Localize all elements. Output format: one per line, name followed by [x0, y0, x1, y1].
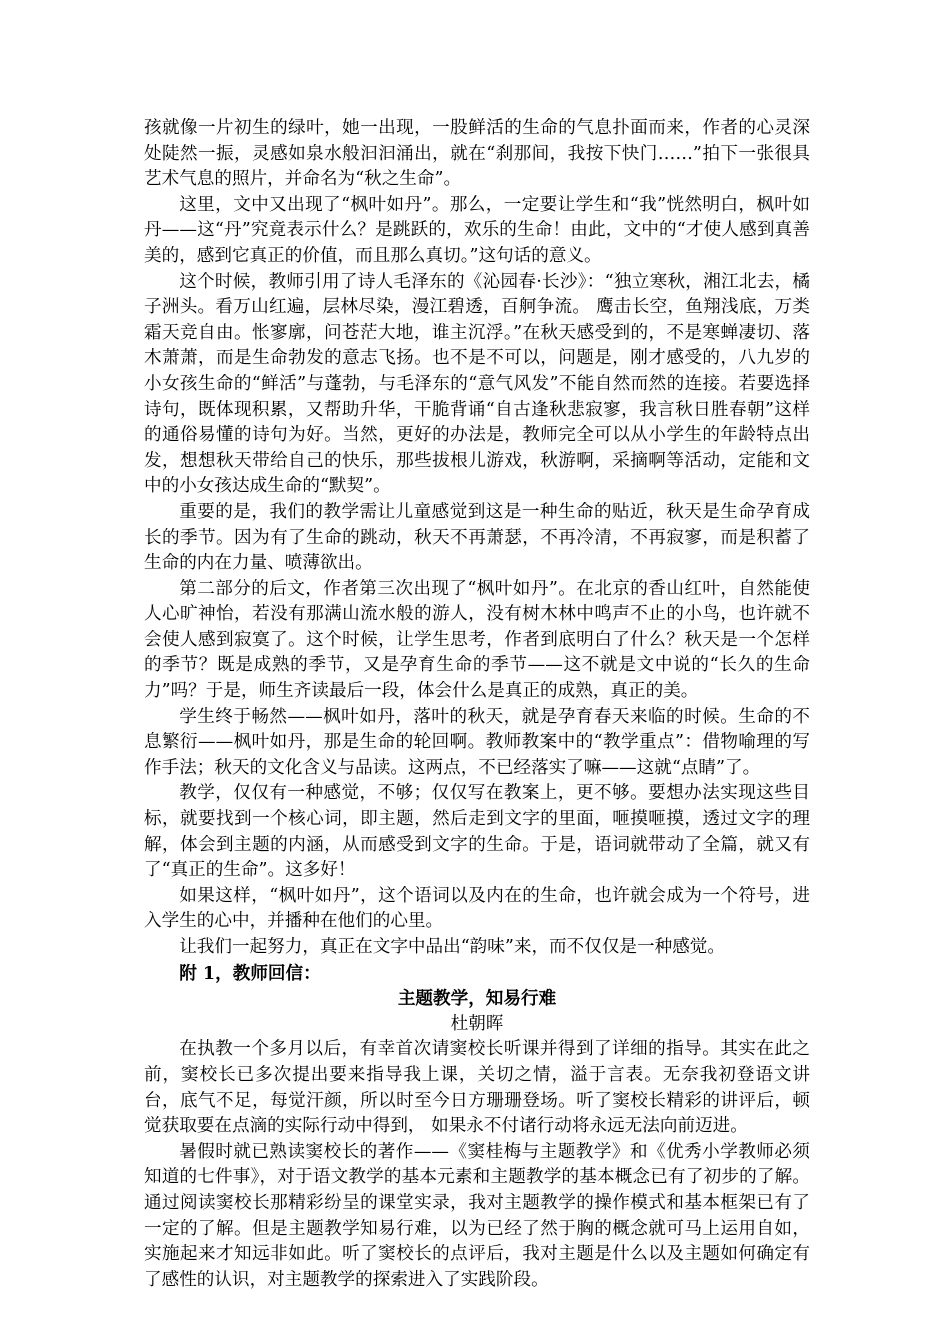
paragraph-7: 教学，仅仅有一种感觉，不够；仅仅写在教案上，更不够。要想办法实现这些目标，就要找到一个核心词，即主题，然后走到文字的里面，咂摸咂摸，透过文字的理解，体会到主题的内涵，从而感受到文字的生命。于是，语词就带动了全篇，就又有了“真正的生命”。这多好！ — [144, 783, 810, 881]
paragraph-1: 孩就像一片初生的绿叶，她一出现，一股鲜活的生命的气息扑面而来，作者的心灵深处陡然一振，灵感如泉水般汩汩涌出，就在“刹那间，我按下快门……”拍下一张很具艺术气息的照片，并命名为“秋之生命”。 — [144, 118, 810, 190]
paragraph-8: 如果这样，“枫叶如丹”，这个语词以及内在的生命，也许就会成为一个符号，进入学生的心中，并播种在他们的心里。 — [144, 885, 810, 932]
paragraph-3: 这个时候，教师引用了诗人毛泽东的《沁园春·长沙》：“独立寒秋，湘江北去，橘子洲头。看万山红遍，层林尽染，漫江碧透，百舸争流。 鹰击长空，鱼翔浅底，万类霜天竞自由。怅寥廓，问苍茫大地，谁主沉浮。”在秋天感受到的，不是寒蝉凄切、落木萧萧，而是生命勃发的意志飞扬。也不是不可以，问题是，刚才感受的，八九岁的小女孩生命的“鲜活”与蓬勃，与毛泽东的“意气风发”不能自然而然的连接。若要选择诗句，既体现积累，又帮助升华，干脆背诵“自古逢秋悲寂寥，我言秋日胜春朝”这样的通俗易懂的诗句为好。当然，更好的办法是，教师完全可以从小学生的年龄特点出发，想想秋天带给自己的快乐，那些拔根儿游戏，秋游啊，采摘啊等活动，定能和文中的小女孩达成生命的“默契”。 — [144, 271, 810, 497]
document-page — [144, 116, 810, 1293]
letter-title: 主题教学，知易行难 — [397, 988, 557, 1010]
paragraph-6: 学生终于畅然——枫叶如丹，落叶的秋天，就是孕育春天来临的时候。生命的不息繁衍——枫叶如丹，那是生命的轮回啊。教师教案中的“教学重点”：借物喻理的写作手法；秋天的文化含义与品读。这两点，不已经落实了嘛——这就“点睛”了。 — [144, 706, 810, 778]
paragraph-9: 让我们一起努力，真正在文字中品出“韵味”来，而不仅仅是一种感觉。 — [179, 937, 725, 957]
paragraph-4: 重要的是，我们的教学需让儿童感觉到这是一种生命的贴近，秋天是生命孕育成长的季节。因为有了生命的跳动，秋天不再萧瑟，不再冷清，不再寂寥，而是积蓄了生命的内在力量、喷薄欲出。 — [144, 501, 810, 574]
paragraph-5: 第二部分的后文，作者第三次出现了“枫叶如丹”。在北京的香山红叶，自然能使人心旷神怡，若没有那满山流水般的游人，没有树木林中鸣声不止的小鸟，也许就不会使人感到寂寞了。这个时候，让学生思考，作者到底明白了什么？秋天是一个怎样的季节？既是成熟的季节，又是孕育生命的季节——这不就是文中说的“长久的生命力”吗？于是，师生齐读最后一段，体会什么是真正的成熟，真正的美。 — [144, 578, 810, 702]
letter-paragraph-2: 暑假时就已熟读窦校长的著作——《窦桂梅与主题教学》和《优秀小学教师必须知道的七件事》，对于语文教学的基本元素和主题教学的基本概念已有了初步的了解。通过阅读窦校长那精彩纷呈的课堂实录，我对主题教学的操作模式和基本框架已有了一定的了解。但是主题教学知易行难，以为已经了然于胸的概念就可马上运用自如，实施起来才知远非如此。听了窦校长的点评后，我对主题是什么以及主题如何确定有了感性的认识，对主题教学的探索进入了实践阶段。 — [144, 1141, 810, 1290]
paragraph-2: 这里，文中又出现了“枫叶如丹”。那么，一定要让学生和“我”恍然明白，枫叶如丹——这“丹”究竟表示什么？是跳跃的，欢乐的生命！由此，文中的“才使人感到真善美的，感到它真正的价值，而且那么真切。”这句话的意义。 — [144, 194, 810, 266]
appendix-label: 附 1，教师回信： — [179, 962, 321, 984]
letter-paragraph-1: 在执教一个多月以后，有幸首次请窦校长听课并得到了详细的指导。其实在此之前，窦校长已多次提出要来指导我上课，关切之情，溢于言表。无奈我初登语文讲台，底气不足，每觉汗颜，所以时至今日方珊珊登场。听了窦校长精彩的讲评后，顿觉获取要在点滴的实际行动中得到， 如果永不付诸行动将永远无法向前迈进。 — [144, 1039, 810, 1137]
letter-author: 杜朝晖 — [450, 1013, 504, 1034]
